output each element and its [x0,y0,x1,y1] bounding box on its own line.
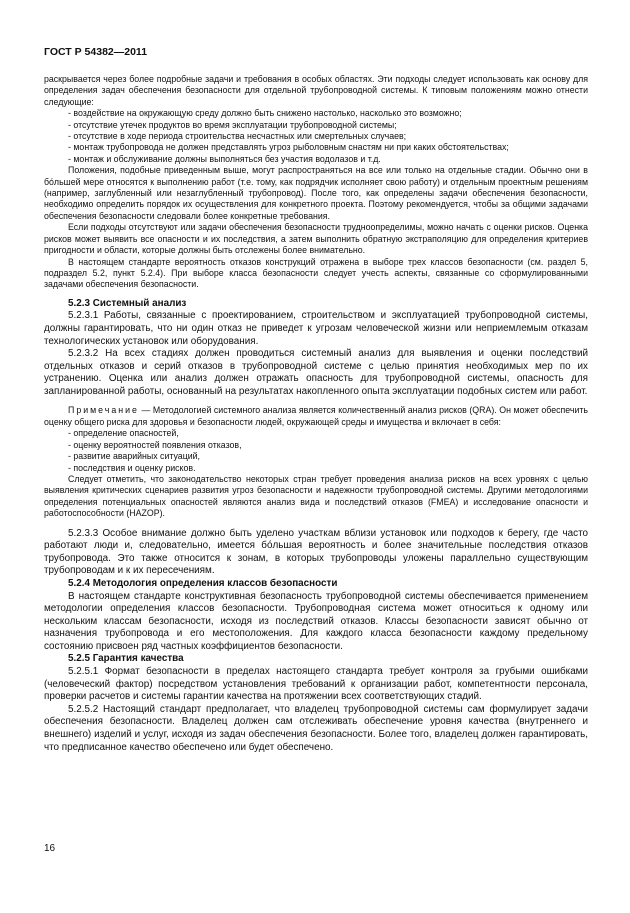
clause-5-2-3-2: 5.2.3.2 На всех стадиях должен проводиться системный анализ для выявления и оценки последствий отдельных отказов и серий отказов в трубопроводной системе с целью принятия необходимых мер по их устранению. Оценка или анализ должен отражать опасность для трубопроводной системы, опасность для запланированной работы, основанный на результатах накопленного опыта эксплуатации подобных систем или работ. [44,348,588,397]
clause-5-2-3-1: 5.2.3.1 Работы, связанные с проектированием, строительством и эксплуатацией трубопроводной системы, должны гарантировать, что ни один отказ не приведет к угрозам человеческой жизни или неприемлемым отказам технологических установок или оборудования. [44,310,588,347]
paragraph: В настоящем стандарте вероятность отказов конструкций отражена в выборе трех классов безопасности (см. раздел 5, подраздел 5.2, пункт 5.2.4). При выборе класса безопасности следует учесть аспекты, связанные со сформулированными задачами обеспечения безопасности. [44,256,588,290]
section-heading-5-2-5: 5.2.5 Гарантия качества [68,653,184,665]
note-label: Примечание [68,405,139,416]
paragraph: В настоящем стандарте конструктивная безопасность трубопроводной системы обеспечивается применением методологии определения классов безопасности. Трубопроводная система может относиться к одному или нескольким классам безопасности, исходя из последствий отказов. Классы безопасности зависят обычно от назначения трубопровода и его местоположения. Для каждого класса безопасности каждому предельному состоянию присвоен ряд частных коэффициентов безопасности. [44,590,588,652]
clause-5-2-5-2: 5.2.5.2 Настоящий стандарт предполагает, что владелец трубопроводной системы сам формулирует задачи обеспечения безопасности. Владелец должен сам отслеживать обеспечение уровня качества (внутреннего и внешнего) изделий и услуг, исходя из задач обеспечения безопасности. Более того, владелец должен гарантировать, что предписанное качество обеспечено или будет обеспечено. [44,703,588,753]
note-list-item: - развитие аварийных ситуаций, [68,451,201,462]
note-text: — Методологией системного анализа является количественный анализ рисков (QRA). Он может обеспечить оценку общего риска для здоровья и безопасности людей, окружающей среды и имущества и включает в себя: [44,405,588,427]
intro-paragraph: раскрывается через более подробные задачи и требования в особых областях. Эти подходы следует использовать как основу для определения задач обеспечения безопасности для отдельной трубопроводной системы. К типовым положениям можно отнести следующие: [44,74,588,107]
section-heading-5-2-3: 5.2.3 Системный анализ [68,297,187,309]
clause-5-2-3-3: 5.2.3.3 Особое внимание должно быть уделено участкам вблизи установок или подходов к берегу, где часто работают люди и, следовательно, имеется бо́льшая вероятность и более значительные последствия отказов трубопровода. Это также относится к зонам, в которых трубопроводы уложены параллельно существующим трубопроводам и к их пересечениям. [44,527,588,577]
note-paragraph [44,405,588,428]
list-item: - отсутствие утечек продуктов во время эксплуатации трубопроводной системы; [68,119,397,130]
list-item: - монтаж трубопровода не должен представлять угроз рыболовным снастям ни при каких обстоятельствах; [68,142,509,153]
note-list-item: - оценку вероятностей появления отказов, [68,439,242,450]
section-heading-5-2-4: 5.2.4 Методология определения классов безопасности [68,577,338,589]
list-item: - отсутствие в ходе периода строительства несчастных или смертельных случаев; [68,131,407,142]
document-header: ГОСТ Р 54382—2011 [44,46,148,58]
clause-5-2-5-1: 5.2.5.1 Формат безопасности в пределах настоящего стандарта требует контроля за грубыми ошибками (человеческий фактор) посредством установления требований к организации работ, компетентности персонала, проверки расчетов и системы гарантии качества на протяжении всех соответствующих стадий. [44,666,588,703]
list-item: - монтаж и обслуживание должны выполняться без участия водолазов и т.д. [68,153,381,164]
paragraph: Если подходы отсутствуют или задачи обеспечения безопасности трудноопределимы, можно начать с оценки рисков. Оценка рисков может выявить все опасности и их последствия, а затем выполнить обратную экстраполяцию для определения критериев пригодности и области, которые должны быть отслежены более внимательно. [44,222,588,256]
page-number: 16 [44,843,56,854]
paragraph: Положения, подобные приведенным выше, могут распространяться на все или только на отдельные стадии. Обычно они в бо́льшей мере относятся к выполнению работ (т.е. тому, как подрядчик исполняет свою работу) и отдельным проектным решениям (например, заглубленный или незаглубленный трубопровод). После того, как определены задачи обеспечения безопасности, необходимо определить порядок их осуществления для конкретного проекта. Поэтому рекомендуется, чтобы за общими задачами обеспечения безопасности следовали более конкретные требования. [44,165,588,221]
list-item: - воздействие на окружающую среду должно быть снижено настолько, насколько это возможно; [68,108,462,119]
note-list-item: - последствия и оценку рисков. [68,462,196,473]
page-content [44,74,588,754]
note-paragraph-2: Следует отметить, что законодательство некоторых стран требует проведения анализа рисков на всех уровнях с целью выявления критических сценариев развития угроз безопасности и надежности трубопроводной системы. Другими методологиями определения потенциальных опасностей являются анализ вида и последствий отказов (FMEA) и исследование опасности и работоспособности (HAZOP). [44,473,588,519]
note-list-item: - определение опасностей, [68,428,179,439]
